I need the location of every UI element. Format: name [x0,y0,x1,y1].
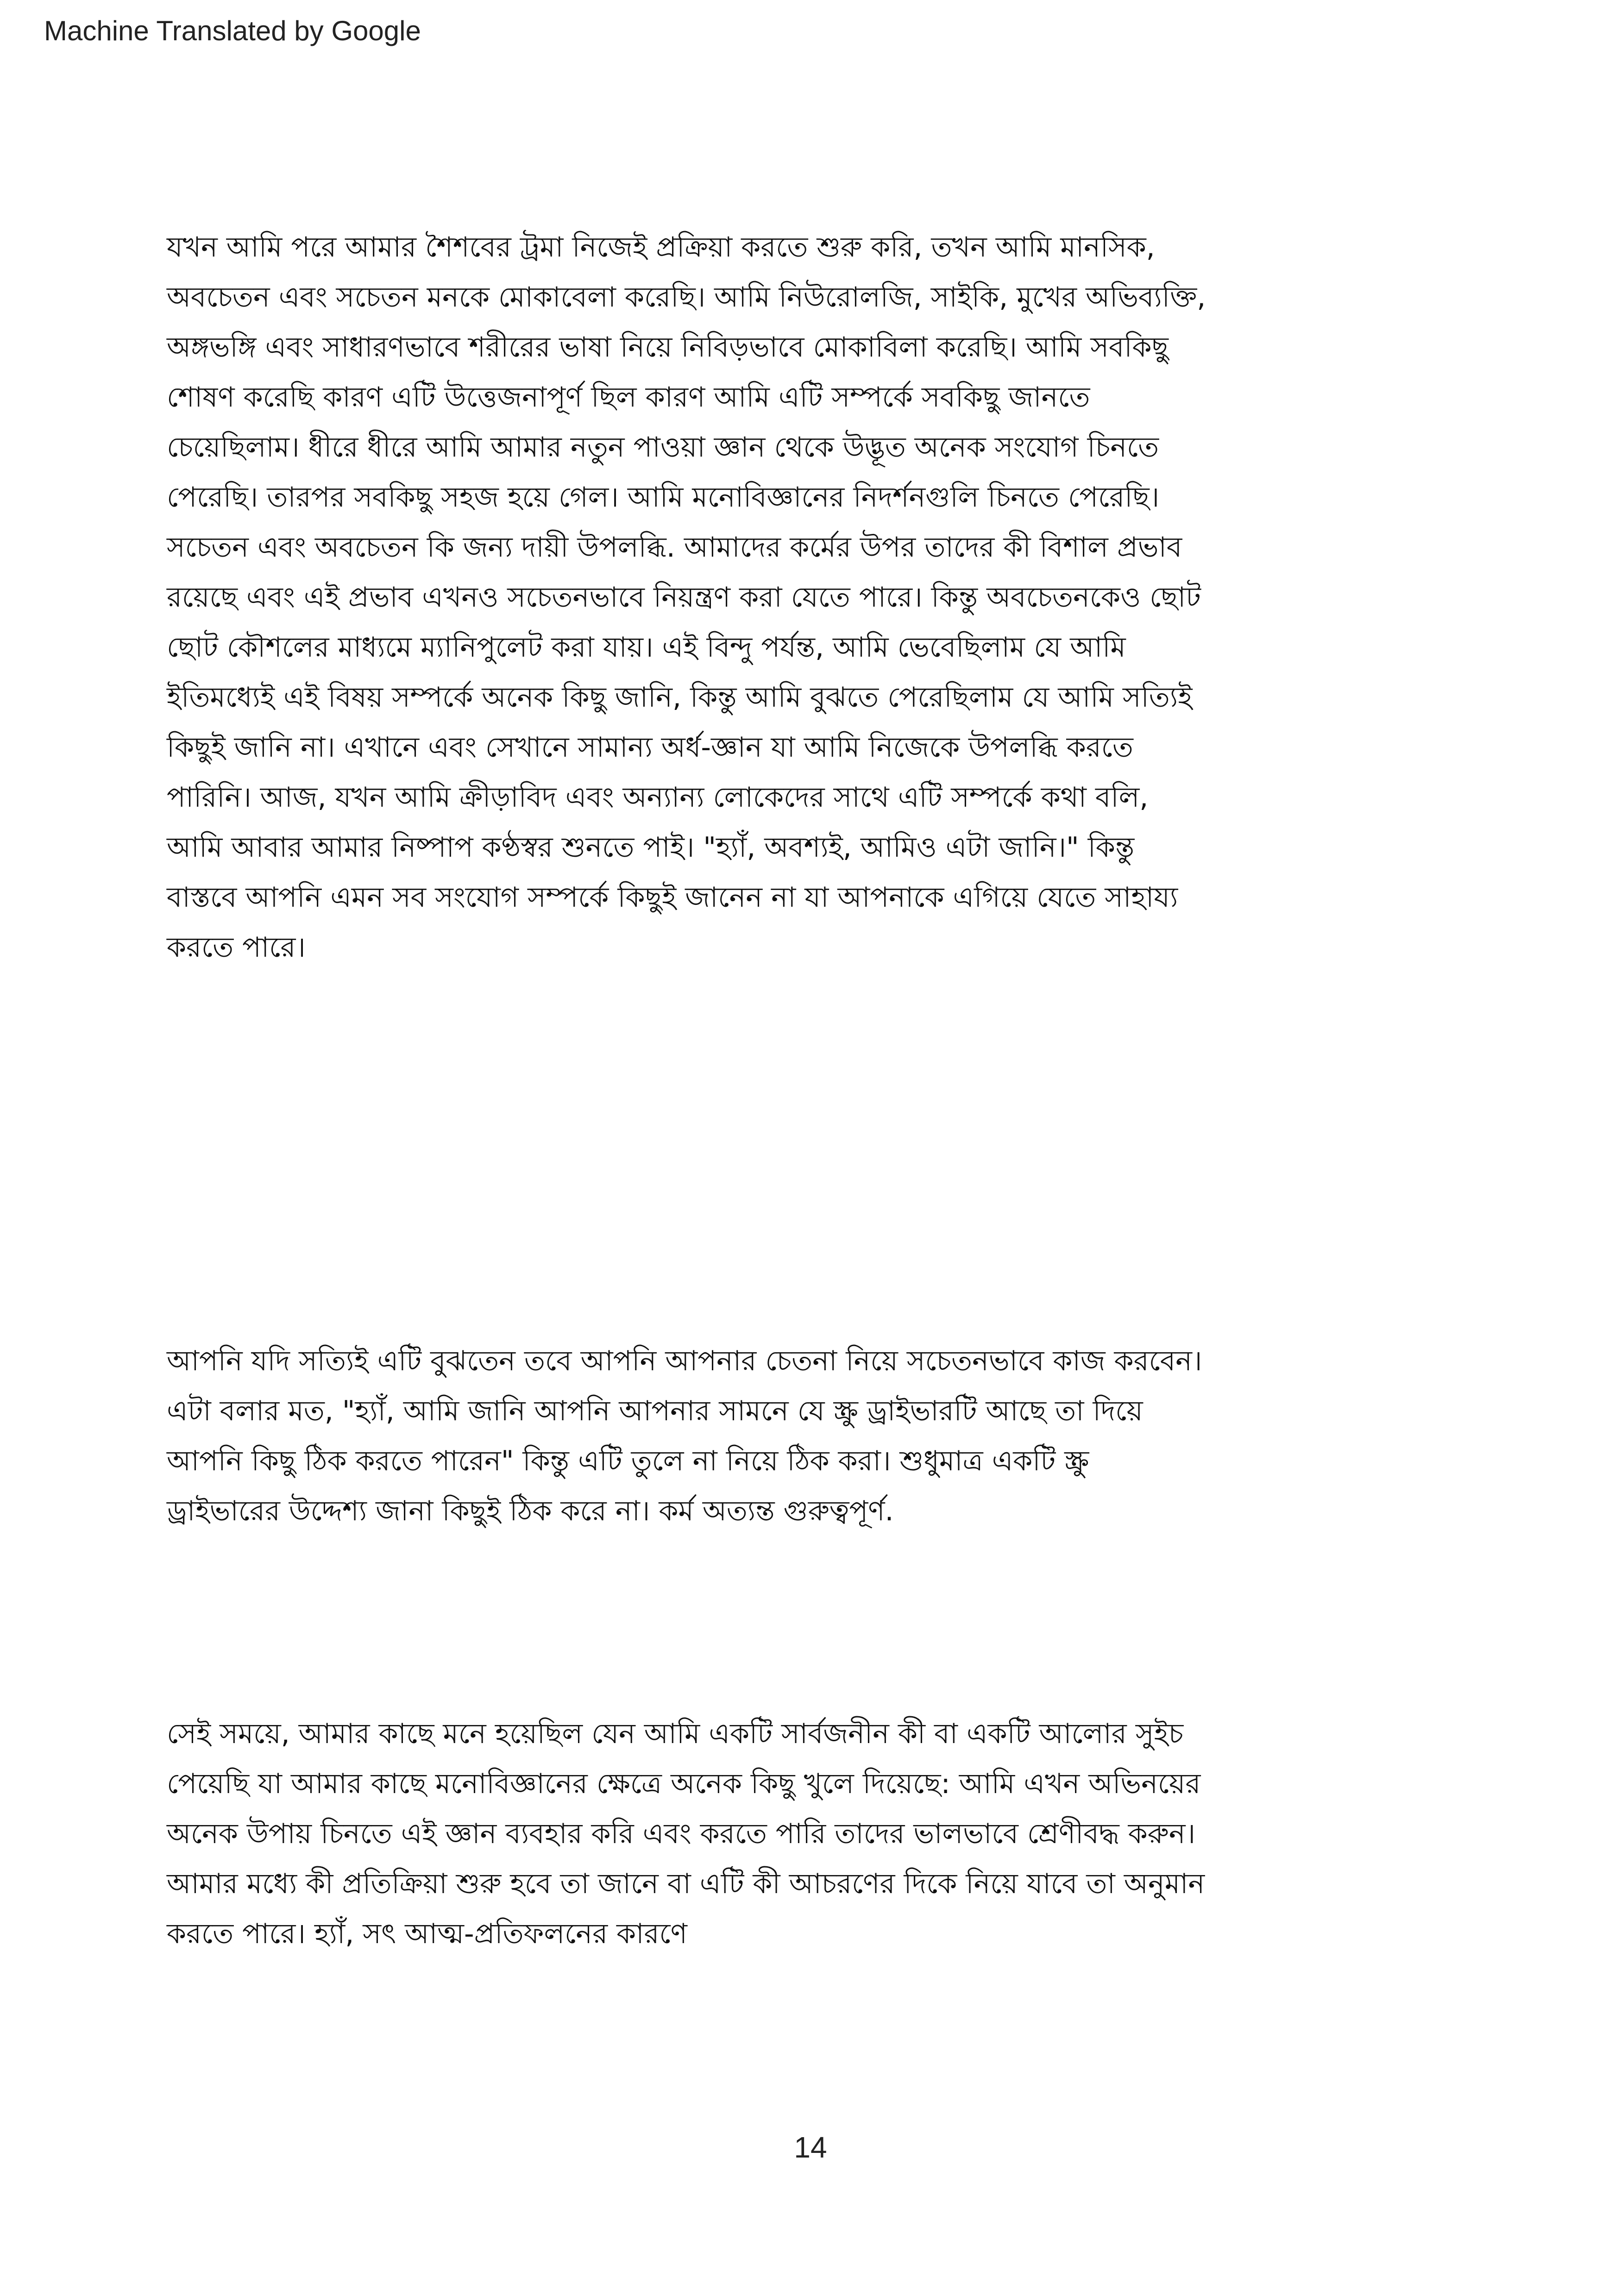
text-line: আপনি কিছু ঠিক করতে পারেন" কিন্তু এটি তুলে না নিয়ে ঠিক করা। শুধুমাত্র একটি স্ক্রু [167,1445,1089,1477]
text-line: পারিনি। আজ, যখন আমি ক্রীড়াবিদ এবং অন্যান্য লোকেদের সাথে এটি সম্পর্কে কথা বলি, [167,781,1149,814]
text-line: অনেক উপায় চিনতে এই জ্ঞান ব্যবহার করি এবং করতে পারি তাদের ভালভাবে শ্রেণীবদ্ধ করুন। [167,1818,1196,1850]
text-line: আমি আবার আমার নিষ্পাপ কণ্ঠস্বর শুনতে পাই। "হ্যাঁ, অবশ্যই, আমিও এটা জানি।" কিন্তু [167,831,1135,864]
text-line: যখন আমি পরে আমার শৈশবের ট্রমা নিজেই প্রক্রিয়া করতে শুরু করি, তখন আমি মানসিক, [167,231,1155,263]
text-line: শোষণ করেছি কারণ এটি উত্তেজনাপূর্ণ ছিল কারণ আমি এটি সম্পর্কে সবকিছু জানতে [167,381,1090,414]
paragraph-1 [167,222,1464,972]
text-line: আপনি যদি সত্যিই এটি বুঝতেন তবে আপনি আপনার চেতনা নিয়ে সচেতনভাবে কাজ করবেন। [167,1345,1202,1377]
text-line: পেরেছি। তারপর সবকিছু সহজ হয়ে গেল। আমি মনোবিজ্ঞানের নিদর্শনগুলি চিনতে পেরেছি। [167,481,1160,514]
text-line: এটা বলার মত, "হ্যাঁ, আমি জানি আপনি আপনার সামনে যে স্ক্রু ড্রাইভারটি আছে তা দিয়ে [167,1395,1143,1427]
machine-translation-note: Machine Translated by Google [44,15,421,46]
text-line: অবচেতন এবং সচেতন মনকে মোকাবেলা করেছি। আমি নিউরোলজি, সাইকি, মুখের অভিব্যক্তি, [167,281,1206,314]
text-line: কিছুই জানি না। এখানে এবং সেখানে সামান্য অর্ধ-জ্ঞান যা আমি নিজেকে উপলব্ধি করতে [167,731,1133,764]
text-line: রয়েছে এবং এই প্রভাব এখনও সচেতনভাবে নিয়ন্ত্রণ করা যেতে পারে। কিন্তু অবচেতনকেও ছোট [167,581,1201,614]
text-line: ড্রাইভারের উদ্দেশ্য জানা কিছুই ঠিক করে না। কর্ম অত্যন্ত গুরুত্বপূর্ণ. [167,1495,894,1527]
text-line: বাস্তবে আপনি এমন সব সংযোগ সম্পর্কে কিছুই জানেন না যা আপনাকে এগিয়ে যেতে সাহায্য [167,881,1178,914]
text-line: করতে পারে। [167,931,306,964]
text-line: সেই সময়ে, আমার কাছে মনে হয়েছিল যেন আমি একটি সার্বজনীন কী বা একটি আলোর সুইচ [167,1718,1184,1750]
text-line: পেয়েছি যা আমার কাছে মনোবিজ্ঞানের ক্ষেত্রে অনেক কিছু খুলে দিয়েছে: আমি এখন অভিনয়ের [167,1768,1201,1800]
text-line: আমার মধ্যে কী প্রতিক্রিয়া শুরু হবে তা জানে বা এটি কী আচরণের দিকে নিয়ে যাবে তা অনুমান [167,1868,1205,1900]
paragraph-3 [167,1709,1464,1959]
text-line: করতে পারে। হ্যাঁ, সৎ আত্ম-প্রতিফলনের কারণে [167,1918,687,1950]
page-number: 14 [794,2131,827,2164]
text-line: অঙ্গভঙ্গি এবং সাধারণভাবে শরীরের ভাষা নিয়ে নিবিড়ভাবে মোকাবিলা করেছি। আমি সবকিছু [167,331,1169,364]
text-line: সচেতন এবং অবচেতন কি জন্য দায়ী উপলব্ধি. আমাদের কর্মের উপর তাদের কী বিশাল প্রভাব [167,531,1182,564]
text-line: ছোট কৌশলের মাধ্যমে ম্যানিপুলেট করা যায়। এই বিন্দু পর্যন্ত, আমি ভেবেছিলাম যে আমি [167,631,1126,664]
paragraph-2 [167,1336,1464,1536]
text-line: ইতিমধ্যেই এই বিষয় সম্পর্কে অনেক কিছু জানি, কিন্তু আমি বুঝতে পেরেছিলাম যে আমি সত্যিই [167,681,1193,714]
text-line: চেয়েছিলাম। ধীরে ধীরে আমি আমার নতুন পাওয়া জ্ঞান থেকে উদ্ভূত অনেক সংযোগ চিনতে [167,431,1159,464]
